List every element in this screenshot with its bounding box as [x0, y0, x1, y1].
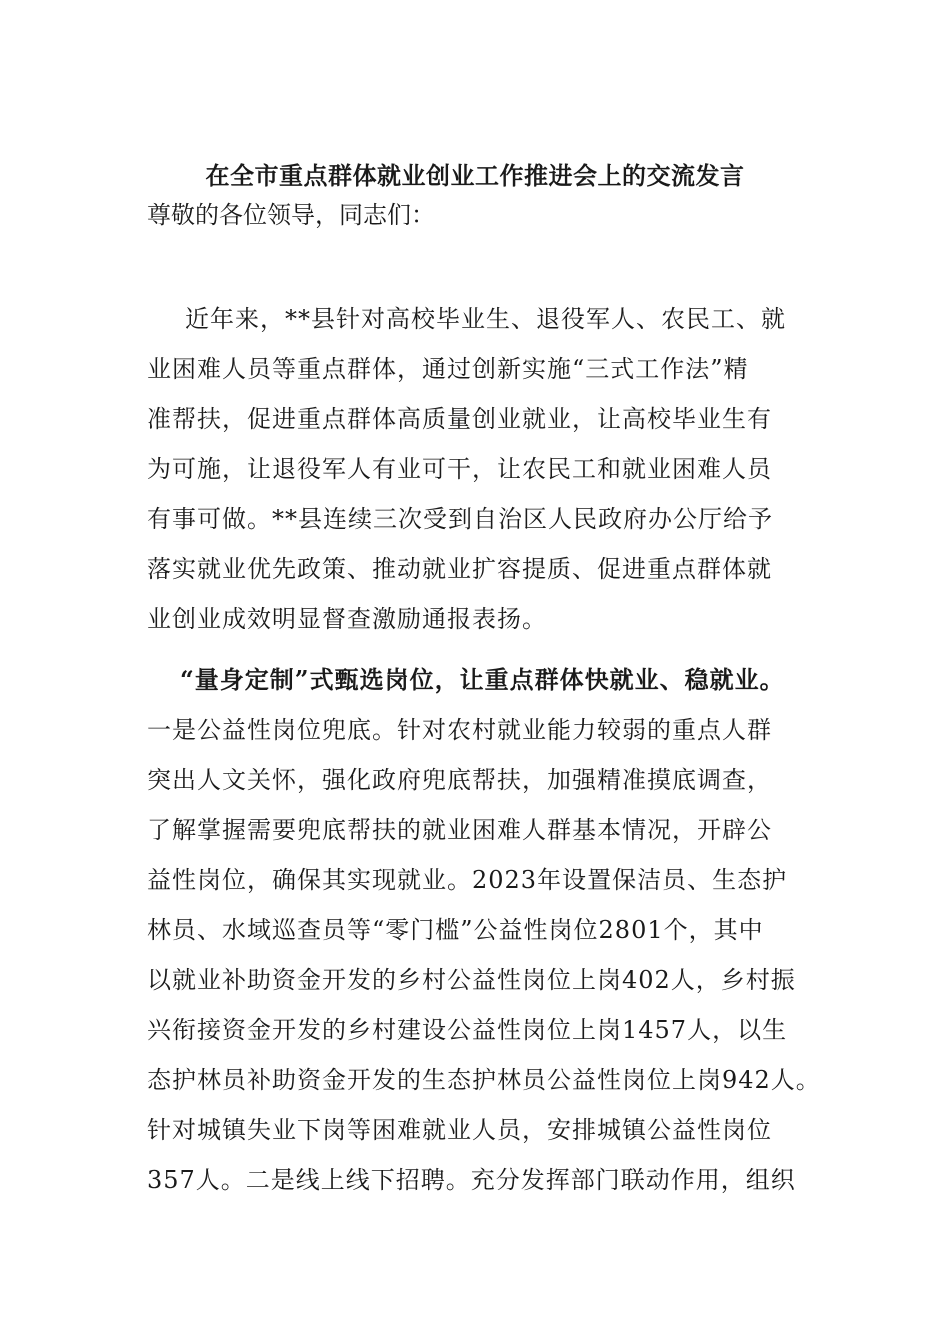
paragraph-line: 业创业成效明显督查激励通报表扬。: [147, 605, 547, 633]
paragraph-line: 准帮扶，促进重点群体高质量创业就业，让高校毕业生有: [147, 405, 772, 433]
greeting: 尊敬的各位领导，同志们：: [147, 201, 435, 229]
paragraph-line: 业困难人员等重点群体，通过创新实施“三式工作法”精: [147, 355, 749, 383]
paragraph-line: 近年来，**县针对高校毕业生、退役军人、农民工、就: [185, 305, 786, 333]
paragraph-line: 一是公益性岗位兜底。针对农村就业能力较弱的重点人群: [147, 716, 772, 744]
paragraph-line: 益性岗位，确保其实现就业。2023年设置保洁员、生态护: [147, 866, 788, 894]
paragraph-line: 态护林员补助资金开发的生态护林员公益性岗位上岗942人。: [147, 1066, 821, 1094]
document-title: 在全市重点群体就业创业工作推进会上的交流发言: [205, 161, 745, 190]
section-heading: “量身定制”式甄选岗位，让重点群体快就业、稳就业。: [180, 665, 785, 694]
paragraph-line: 兴衔接资金开发的乡村建设公益性岗位上岗1457人，以生: [147, 1016, 788, 1044]
paragraph-line: 落实就业优先政策、推动就业扩容提质、促进重点群体就: [147, 555, 772, 583]
paragraph-line: 林员、水域巡查员等“零门槛”公益性岗位2801个，其中: [147, 916, 764, 944]
paragraph-line: 为可施，让退役军人有业可干，让农民工和就业困难人员: [147, 455, 772, 483]
paragraph-line: 针对城镇失业下岗等困难就业人员，安排城镇公益性岗位: [147, 1116, 772, 1144]
paragraph-line: 以就业补助资金开发的乡村公益性岗位上岗402人，乡村振: [147, 966, 796, 994]
paragraph-line: 有事可做。**县连续三次受到自治区人民政府办公厅给予: [147, 505, 773, 533]
paragraph-line: 突出人文关怀，强化政府兜底帮扶，加强精准摸底调查，: [147, 766, 772, 794]
paragraph-line: 357人。二是线上线下招聘。充分发挥部门联动作用，组织: [147, 1166, 796, 1194]
paragraph-line: 了解掌握需要兜底帮扶的就业困难人群基本情况，开辟公: [147, 816, 772, 844]
